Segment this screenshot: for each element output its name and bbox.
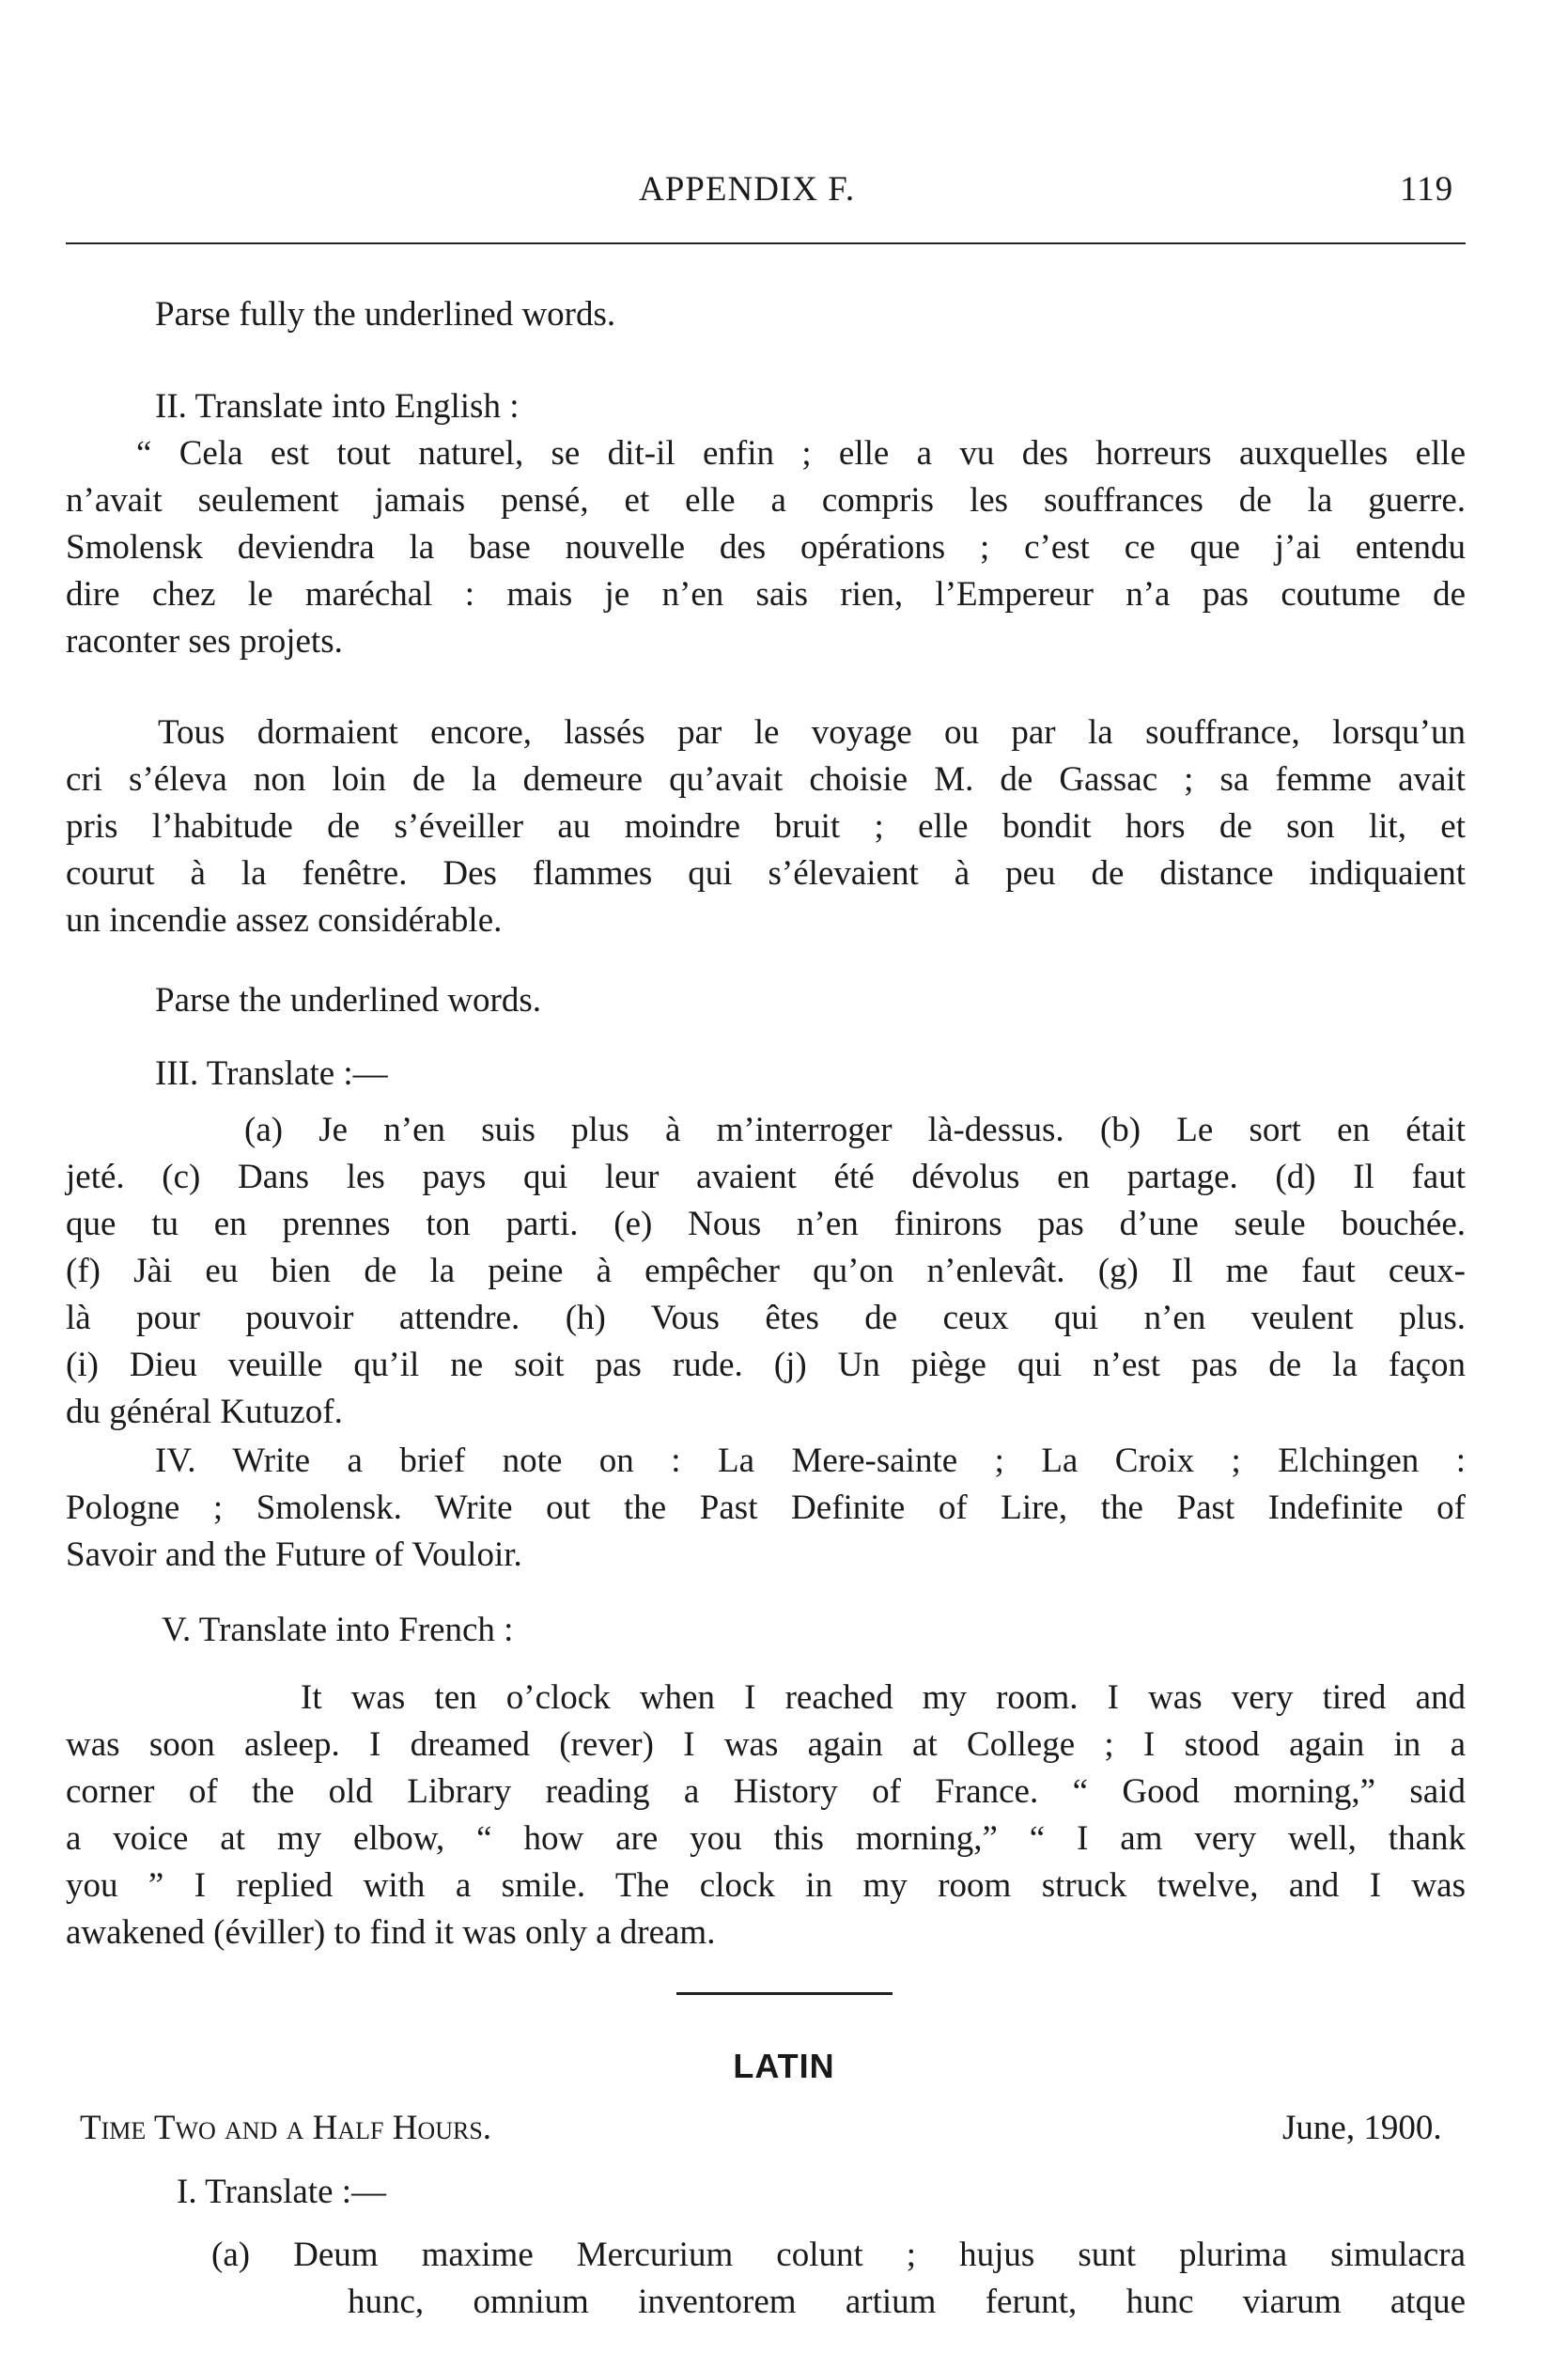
q5-line: It was ten o’clock when I reached my room. I was very tired and	[301, 1678, 1466, 1717]
q5-heading: V. Translate into French :	[162, 1611, 514, 1649]
q3-body	[66, 1107, 1466, 1436]
q2-p2-line: cri s’éleva non loin de la demeure qu’avait choisie M. de Gassac ; sa femme avait	[66, 760, 1466, 799]
q3-line: (a) Je n’en suis plus à m’interroger là-dessus. (b) Le sort en était	[244, 1111, 1466, 1149]
q3-line: là pour pouvoir attendre. (h) Vous êtes de ceux qui n’en veulent plus.	[66, 1299, 1466, 1337]
q3-line: (i) Dieu veuille qu’il ne soit pas rude. (j) Un piège qui n’est pas de la façon	[66, 1346, 1466, 1384]
q5-line: was soon asleep. I dreamed (rever) I was again at College ; I stood again in a	[66, 1725, 1466, 1764]
q2-heading: II. Translate into English :	[155, 387, 520, 426]
section-divider	[676, 1992, 893, 1995]
q4-line: Pologne ; Smolensk. Write out the Past Definite of Lire, the Past Indefinite of	[66, 1488, 1466, 1527]
q2-p1-line: “ Cela est tout naturel, se dit-il enfin ; elle a vu des horreurs auxquelles elle	[136, 434, 1466, 473]
header-title: APPENDIX F.	[639, 170, 856, 209]
header-rule	[66, 242, 1466, 244]
q5-line: awakened (éviller) to find it was only a dream.	[66, 1913, 716, 1952]
q5-body	[66, 1675, 1466, 1956]
q5-line: corner of the old Library reading a History of France. “ Good morning,” said	[66, 1772, 1466, 1811]
parse-fully-instruction: Parse fully the underlined words.	[155, 295, 616, 334]
q3-line: jeté. (c) Dans les pays qui leur avaient été dévolus en partage. (d) Il faut	[66, 1158, 1466, 1196]
q4-body	[66, 1438, 1466, 1579]
q5-line: a voice at my elbow, “ how are you this morning,” “ I am very well, thank	[66, 1819, 1466, 1858]
q5-line: you ” I replied with a smile. The clock in my room struck twelve, and I was	[66, 1866, 1466, 1905]
q2-p1-line: Smolensk deviendra la base nouvelle des opérations ; c’est ce que j’ai entendu	[66, 528, 1466, 567]
q2-parse-instruction: Parse the underlined words.	[155, 981, 542, 1020]
latin-exam-date: June, 1900.	[1282, 2109, 1442, 2147]
q3-line: (f) Jài eu bien de la peine à empêcher qu’on n’enlevât. (g) Il me faut ceux-	[66, 1252, 1466, 1290]
latin-q1-heading: I. Translate :—	[177, 2173, 387, 2211]
q2-p1-line: raconter ses projets.	[66, 622, 343, 661]
q4-line: IV. Write a brief note on : La Mere-sainte ; La Croix ; Elchingen :	[155, 1442, 1466, 1480]
latin-section-title: LATIN	[733, 2047, 835, 2085]
q2-paragraph-2	[66, 709, 1466, 944]
q2-p2-line: pris l’habitude de s’éveiller au moindre bruit ; elle bondit hors de son lit, et	[66, 807, 1466, 846]
q3-line: du général Kutuzof.	[66, 1393, 343, 1431]
q2-p1-line: n’avait seulement jamais pensé, et elle a compris les souffrances de la guerre.	[66, 481, 1466, 520]
q2-paragraph-1	[66, 430, 1466, 665]
q2-p2-line: courut à la fenêtre. Des flammes qui s’élevaient à peu de distance indiquaient	[66, 854, 1466, 893]
q4-line: Savoir and the Future of Vouloir.	[66, 1535, 522, 1574]
latin-time-allowed: Time Two and a Half Hours.	[80, 2109, 492, 2147]
q3-line: que tu en prennes ton parti. (e) Nous n’en finirons pas d’une seule bouchée.	[66, 1205, 1466, 1243]
q2-p2-line: un incendie assez considérable.	[66, 901, 503, 940]
latin-q1-line: (a) Deum maxime Mercurium colunt ; hujus sunt plurima simulacra	[211, 2236, 1466, 2274]
q2-p1-line: dire chez le maréchal : mais je n’en sais rien, l’Empereur n’a pas coutume de	[66, 575, 1466, 614]
q2-p2-line: Tous dormaient encore, lassés par le voyage ou par la souffrance, lorsqu’un	[158, 713, 1466, 752]
latin-q1-line: hunc, omnium inventorem artium ferunt, hunc viarum atque	[348, 2283, 1466, 2321]
latin-q1-body	[211, 2232, 1466, 2326]
q3-heading: III. Translate :—	[155, 1054, 388, 1093]
page-number: 119	[1400, 170, 1454, 209]
